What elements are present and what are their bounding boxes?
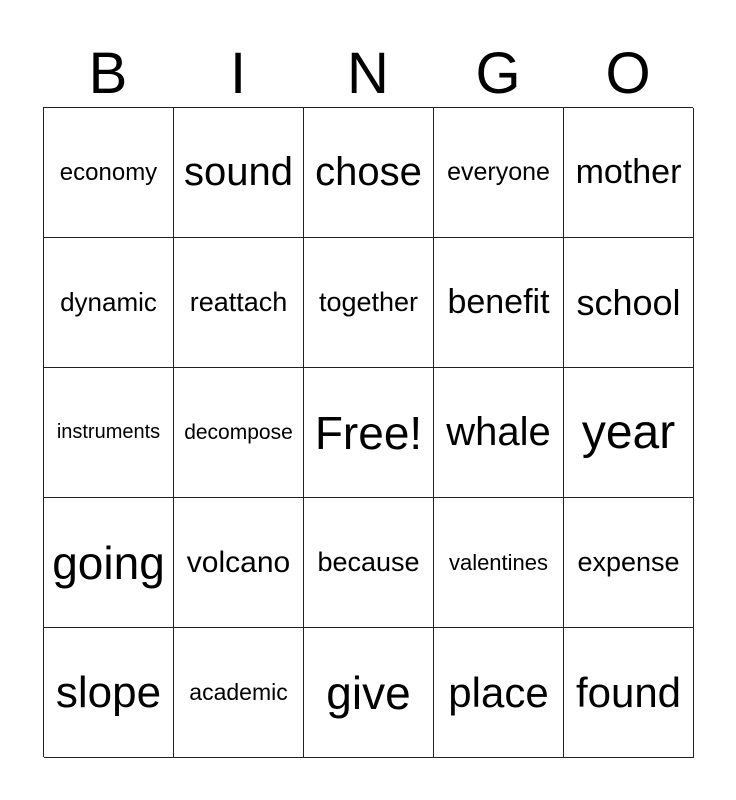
bingo-cell: together: [304, 238, 434, 368]
bingo-cell: reattach: [174, 238, 304, 368]
bingo-cell: because: [304, 498, 434, 628]
bingo-cell: sound: [174, 108, 304, 238]
bingo-cell: school: [564, 238, 694, 368]
bingo-cell: going: [44, 498, 174, 628]
bingo-cell: everyone: [434, 108, 564, 238]
bingo-cell: dynamic: [44, 238, 174, 368]
bingo-cell: benefit: [434, 238, 564, 368]
bingo-grid: [43, 107, 693, 757]
bingo-cell: mother: [564, 108, 694, 238]
bingo-cell: slope: [44, 628, 174, 758]
header-letter-g: G: [475, 41, 521, 106]
bingo-cell: decompose: [174, 368, 304, 498]
bingo-cell: chose: [304, 108, 434, 238]
bingo-cell: economy: [44, 108, 174, 238]
header-letter-o: O: [605, 41, 651, 106]
bingo-cell: whale: [434, 368, 564, 498]
bingo-cell: expense: [564, 498, 694, 628]
bingo-cell: academic: [174, 628, 304, 758]
header-letter-b: B: [88, 41, 128, 106]
header-letter-i: I: [229, 41, 247, 106]
bingo-cell: place: [434, 628, 564, 758]
bingo-cell: valentines: [434, 498, 564, 628]
bingo-cell: found: [564, 628, 694, 758]
bingo-cell: year: [564, 368, 694, 498]
bingo-cell: give: [304, 628, 434, 758]
free-space: Free!: [304, 368, 434, 498]
header-letter-n: N: [347, 41, 389, 106]
bingo-cell: instruments: [44, 368, 174, 498]
bingo-cell: volcano: [174, 498, 304, 628]
bingo-header: [43, 40, 693, 108]
